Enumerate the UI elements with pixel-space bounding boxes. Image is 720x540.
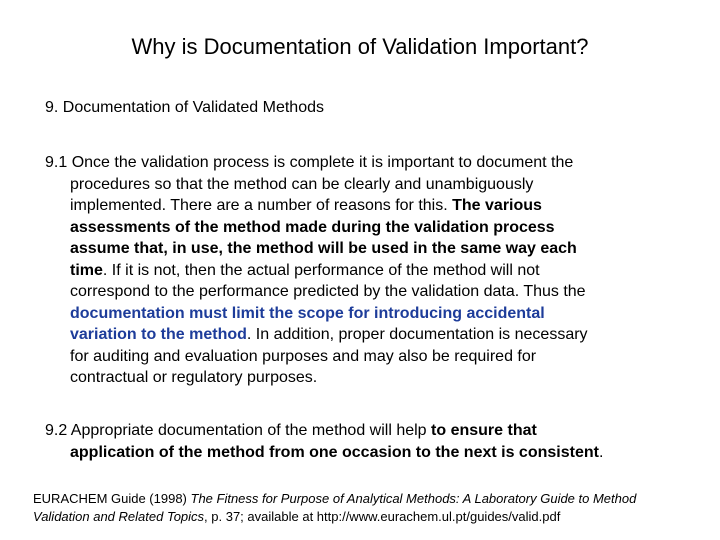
- citation-author: EURACHEM Guide (1998): [33, 491, 191, 506]
- citation-title-part-2: Validation and Related Topics: [33, 509, 205, 524]
- p1-line-9: [45, 324, 685, 346]
- paragraph-9-1: [45, 152, 685, 389]
- p2-line-2: [45, 442, 685, 464]
- citation: [33, 490, 713, 526]
- p1-line-9-text: . In addition, proper documentation is necessary: [246, 326, 588, 343]
- p1-line-6-bold: time: [70, 261, 103, 279]
- p1-line-3: [45, 195, 685, 217]
- p1-line-4: [45, 217, 685, 239]
- p1-line-5: [45, 238, 685, 260]
- p1-line-4-bold: assessments of the method made during the validation process: [70, 218, 555, 236]
- p1-line-1: 9.1 Once the validation process is complete it is important to document the: [45, 154, 574, 171]
- p1-line-8-highlight: documentation must limit the scope for introducing accidental: [70, 304, 545, 322]
- p1-line-11: contractual or regulatory purposes.: [70, 369, 318, 386]
- p1-line-3-text: implemented. There are a number of reasons for this.: [70, 197, 453, 214]
- p2-line-2-text: .: [598, 443, 604, 461]
- citation-title-part-1: The Fitness for Purpose of Analytical Methods: A Laboratory Guide to Method: [190, 491, 637, 506]
- p1-line-9-highlight: variation to the method: [70, 326, 247, 343]
- p2-line-1: [45, 420, 685, 442]
- page-title: Why is Documentation of Validation Important?: [131, 34, 589, 59]
- p1-line-7: correspond to the performance predicted by the validation data. Thus the: [70, 283, 586, 300]
- p1-line-8: [45, 303, 685, 325]
- citation-line-2: [33, 508, 713, 526]
- p1-line-6-text: . If it is not, then the actual performance of the method will not: [102, 261, 540, 279]
- p1-line-5-bold: assume that, in use, the method will be used in the same way each: [70, 240, 577, 257]
- p1-line-2: procedures so that the method can be clearly and unambiguously: [70, 175, 534, 193]
- p1-line-3-bold: The various: [452, 197, 542, 214]
- section-heading: 9. Documentation of Validated Methods: [45, 99, 324, 116]
- citation-line-1: [33, 490, 713, 508]
- p2-line-1-bold: to ensure that: [431, 422, 537, 439]
- paragraph-9-2: [45, 420, 685, 463]
- citation-source: , p. 37; available at http://www.eurachem.ul.pt/guides/valid.pdf: [204, 509, 561, 524]
- p1-line-6: [45, 260, 685, 282]
- p2-line-2-bold: application of the method from one occasion to the next is consistent: [70, 443, 599, 461]
- p1-line-10: for auditing and evaluation purposes and may also be required for: [70, 347, 537, 365]
- p2-line-1-text: 9.2 Appropriate documentation of the method will help: [45, 422, 432, 439]
